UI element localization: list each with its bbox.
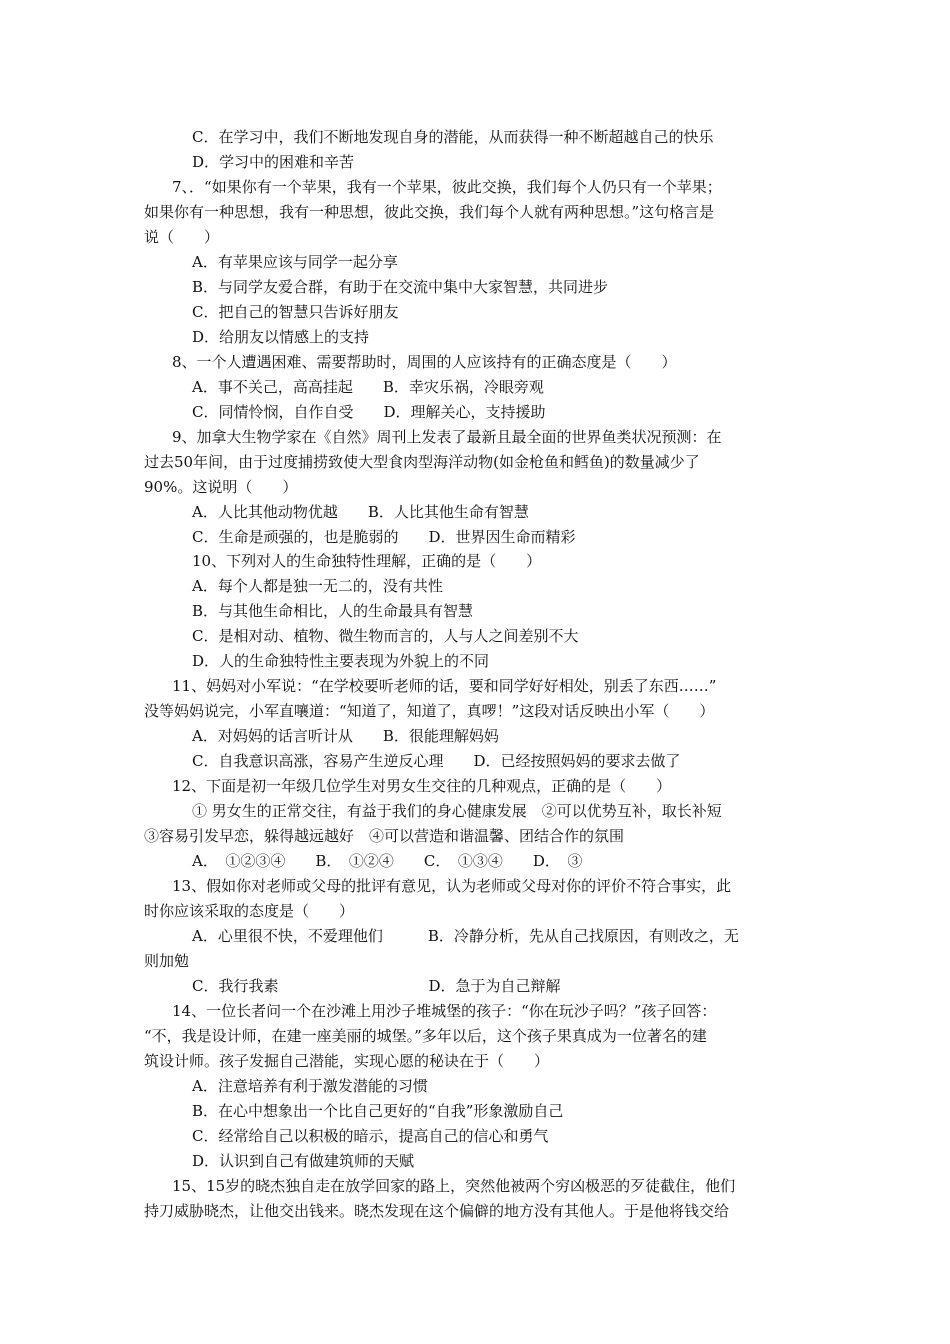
question-12-statements-2: ③容易引发早恋，躲得越远越好 ④可以营造和谐温馨、团结合作的氛围 bbox=[144, 827, 625, 845]
option-7c: C．把自己的智慧只告诉好朋友 bbox=[192, 303, 399, 321]
question-12: 12、下面是初一年级几位学生对男女生交往的几种观点，正确的是（ ） bbox=[172, 777, 672, 795]
question-12-statements-1: ① 男女生的正常交往，有益于我们的身心健康发展 ②可以优势互补，取长补短 bbox=[192, 802, 722, 820]
question-15-line-1: 15、15岁的晓杰独自走在放学回家的路上，突然他被两个穷凶极恶的歹徒截住，他们 bbox=[172, 1177, 736, 1195]
question-14-line-3: 筑设计师。孩子发掘自己潜能，实现心愿的秘诀在于（ ） bbox=[144, 1052, 550, 1070]
question-9-line-2: 过去50年间，由于过度捕捞致使大型食肉型海洋动物(如金枪鱼和鳕鱼)的数量减少了 bbox=[144, 453, 700, 471]
question-8: 8、一个人遭遇困难、需要帮助时，周围的人应该持有的正确态度是（ ） bbox=[172, 353, 677, 371]
options-13b-cont: 则加勉 bbox=[144, 952, 190, 970]
options-11ab: A．对妈妈的话言听计从 B．很能理解妈妈 bbox=[192, 727, 499, 745]
options-9ab: A．人比其他动物优越 B．人比其他生命有智慧 bbox=[192, 503, 529, 521]
option-10a: A．每个人都是独一无二的，没有共性 bbox=[192, 577, 443, 595]
option-14b: B．在心中想象出一个比自己更好的“自我”形象激励自己 bbox=[192, 1102, 564, 1120]
option-7d: D．给朋友以情感上的支持 bbox=[192, 328, 370, 346]
question-14-line-2: “不，我是设计师，在建一座美丽的城堡。”多年以后，这个孩子果真成为一位著名的建 bbox=[144, 1027, 707, 1045]
options-8ab: A．事不关己，高高挂起 B．幸灾乐祸，冷眼旁观 bbox=[192, 378, 544, 396]
question-11-line-1: 11、妈妈对小军说：“在学校要听老师的话，要和同学好好相处，别丢了东西……” bbox=[172, 677, 717, 695]
options-12: A． ①②③④ B． ①②④ C． ①③④ D． ③ bbox=[192, 852, 583, 870]
option-10d: D．人的生命独特性主要表现为外貌上的不同 bbox=[192, 652, 490, 670]
question-11-line-2: 没等妈妈说完，小军直嚷道：“知道了，知道了，真啰！”这段对话反映出小军（ ） bbox=[144, 702, 715, 720]
question-9-line-1: 9、加拿大生物学家在《自然》周刊上发表了最新且最全面的世界鱼类状况预测：在 bbox=[172, 428, 722, 446]
option-7b: B．与同学友爱合群，有助于在交流中集中大家智慧，共同进步 bbox=[192, 278, 609, 296]
option-14c: C．经常给自己以积极的暗示，提高自己的信心和勇气 bbox=[192, 1127, 549, 1145]
option-10c: C．是相对动、植物、微生物而言的，人与人之间差别不大 bbox=[192, 627, 579, 645]
question-13-line-2: 时你应该采取的态度是（ ） bbox=[144, 902, 355, 920]
option-14a: A．注意培养有利于激发潜能的习惯 bbox=[192, 1077, 428, 1095]
question-9-line-3: 90%。这说明（ ） bbox=[144, 478, 298, 496]
option-10b: B．与其他生命相比，人的生命最具有智慧 bbox=[192, 602, 474, 620]
option-14d: D．认识到自己有做建筑师的天赋 bbox=[192, 1152, 415, 1170]
options-9cd: C．生命是顽强的，也是脆弱的 D．世界因生命而精彩 bbox=[192, 528, 576, 546]
question-14-line-1: 14、一位长者问一个在沙滩上用沙子堆城堡的孩子：“你在玩沙子吗？”孩子回答： bbox=[172, 1002, 717, 1020]
question-13-line-1: 13、假如你对老师或父母的批评有意见，认为老师或父母对你的评价不符合事实，此 bbox=[172, 877, 732, 895]
question-15-line-2: 持刀威胁晓杰，让他交出钱来。晓杰发现在这个偏僻的地方没有其他人。于是他将钱交给 bbox=[144, 1202, 730, 1220]
options-8cd: C．同情怜悯，自作自受 D．理解关心，支持援助 bbox=[192, 403, 546, 421]
options-13cd: C．我行我素 D．急于为自己辩解 bbox=[192, 977, 561, 995]
question-7-line-3: 说（ ） bbox=[144, 228, 220, 246]
question-10: 10、下列对人的生命独特性理解，正确的是（ ） bbox=[192, 552, 542, 570]
option-6c: C．在学习中，我们不断地发现自身的潜能，从而获得一种不断超越自己的快乐 bbox=[192, 128, 714, 146]
option-6d: D．学习中的困难和辛苦 bbox=[192, 153, 355, 171]
option-7a: A．有苹果应该与同学一起分享 bbox=[192, 253, 398, 271]
question-7-line-2: 如果你有一种思想，我有一种思想，彼此交换，我们每个人就有两种思想。”这句格言是 bbox=[144, 203, 715, 221]
options-11cd: C．自我意识高涨，容易产生逆反心理 D．已经按照妈妈的要求去做了 bbox=[192, 752, 681, 770]
question-7-line-1: 7、．“如果你有一个苹果，我有一个苹果，彼此交换，我们每个人仍只有一个苹果； bbox=[172, 178, 722, 196]
options-13ab: A．心里很不快，不爱理他们 B．冷静分析，先从自己找原因，有则改之，无 bbox=[192, 927, 739, 945]
